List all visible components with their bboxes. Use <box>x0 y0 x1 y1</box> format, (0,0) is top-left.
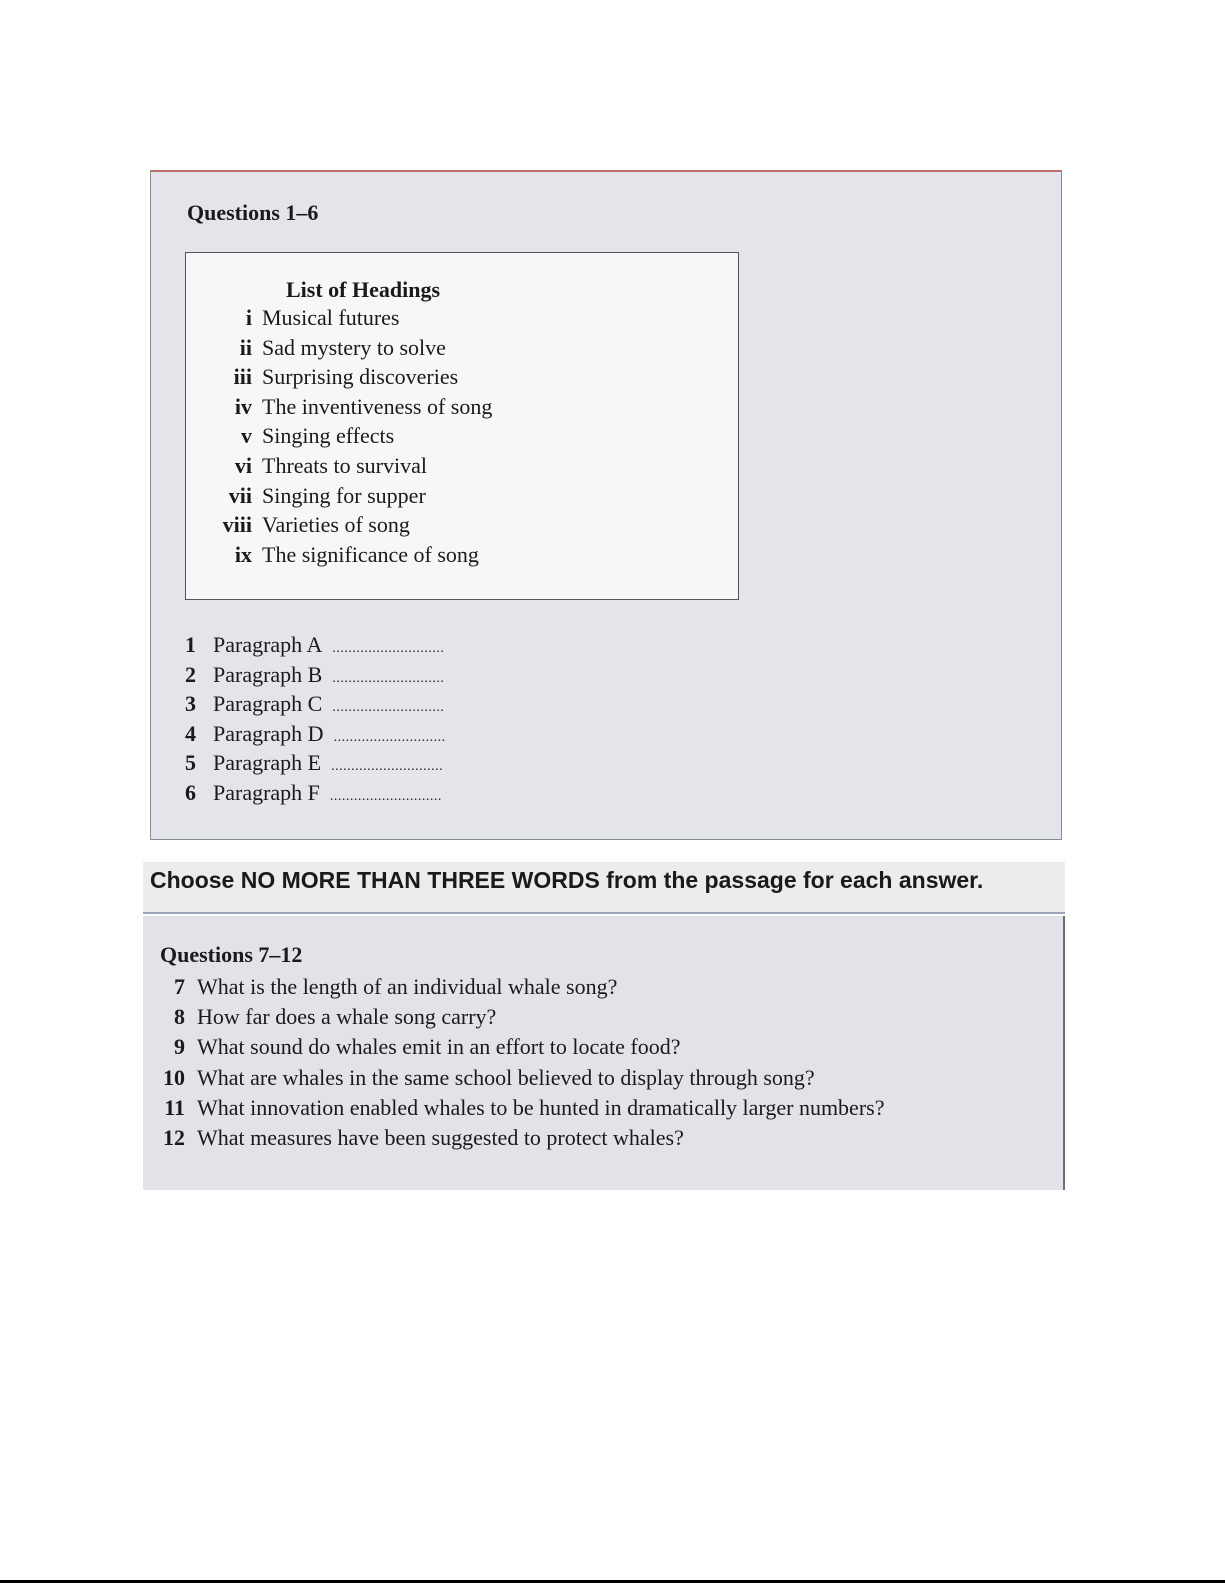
heading-item <box>186 512 492 542</box>
question-number: 11 <box>164 1094 185 1120</box>
heading-text: Singing for supper <box>262 482 426 508</box>
heading-text: Singing effects <box>262 423 395 449</box>
heading-item <box>186 542 492 572</box>
question-text: What innovation enabled whales to be hunted in dramatically larger numbers? <box>197 1094 885 1120</box>
heading-item <box>186 305 492 335</box>
question-text: What sound do whales emit in an effort to locate food? <box>197 1034 681 1060</box>
questions-7-12-panel <box>143 916 1065 1190</box>
heading-item <box>186 364 492 394</box>
question-text: What are whales in the same school believed to display through song? <box>197 1064 815 1090</box>
question-row <box>143 1034 884 1064</box>
questions-7-12-title: Questions 7–12 <box>160 942 303 967</box>
question-number: 10 <box>163 1064 185 1090</box>
question-row <box>143 974 884 1004</box>
paragraph-answer-row <box>185 721 446 751</box>
heading-text: Musical futures <box>262 305 400 330</box>
heading-numeral: vii <box>228 482 252 508</box>
page-bottom-rule <box>0 1580 1225 1583</box>
paragraph-label: Paragraph F <box>213 779 320 805</box>
paragraph-label: Paragraph D <box>213 720 324 746</box>
question-number: 8 <box>174 1004 185 1030</box>
question-row <box>143 1004 884 1034</box>
paragraph-answer-row <box>185 750 446 780</box>
answer-blank[interactable]: ............................ <box>329 788 442 804</box>
list-of-headings-box <box>185 252 739 600</box>
questions-1-6-title: Questions 1–6 <box>187 200 319 225</box>
instruction-banner <box>143 862 1065 914</box>
question-text: What measures have been suggested to protect whales? <box>197 1124 684 1150</box>
heading-numeral: iii <box>233 364 252 390</box>
question-number: 4 <box>185 720 196 746</box>
question-number: 6 <box>185 779 196 805</box>
paragraph-label: Paragraph C <box>213 691 323 716</box>
heading-numeral: ii <box>239 334 252 360</box>
question-row <box>143 1095 884 1125</box>
paragraph-answer-row <box>185 662 446 692</box>
heading-numeral: iv <box>234 393 252 419</box>
paragraph-label: Paragraph A <box>213 632 323 657</box>
heading-numeral: v <box>241 423 252 449</box>
questions-1-6-panel <box>150 170 1062 840</box>
paragraph-answer-row <box>185 780 446 810</box>
heading-item <box>186 394 492 424</box>
paragraph-label: Paragraph E <box>213 750 322 775</box>
question-list <box>143 974 884 1155</box>
heading-item <box>186 483 492 513</box>
answer-blank[interactable]: ............................ <box>332 670 445 686</box>
answer-blank[interactable]: ............................ <box>332 641 445 656</box>
answer-blank[interactable]: ............................ <box>333 729 446 745</box>
heading-item <box>186 423 492 453</box>
question-number: 12 <box>163 1124 185 1150</box>
list-of-headings-title: List of Headings <box>286 277 441 302</box>
heading-text: Varieties of song <box>262 512 410 538</box>
question-row <box>143 1065 884 1095</box>
instruction-text: Choose NO MORE THAN THREE WORDS from the passage for each answer. <box>150 867 984 893</box>
question-number: 2 <box>185 661 196 687</box>
paragraph-label: Paragraph B <box>213 661 323 687</box>
question-row <box>143 1125 884 1155</box>
answer-blank[interactable]: ............................ <box>332 700 445 715</box>
question-number: 7 <box>174 974 185 999</box>
question-number: 3 <box>185 691 196 716</box>
heading-numeral: vi <box>234 452 252 478</box>
heading-text: The significance of song <box>262 541 479 567</box>
paragraph-answer-row <box>185 632 446 662</box>
question-number: 5 <box>185 750 196 775</box>
heading-numeral: i <box>245 305 252 330</box>
heading-numeral: viii <box>222 512 252 538</box>
question-text: What is the length of an individual whale song? <box>197 974 618 999</box>
question-number: 9 <box>174 1034 185 1060</box>
heading-item <box>186 453 492 483</box>
heading-text: Surprising discoveries <box>262 364 459 390</box>
answer-blank[interactable]: ............................ <box>331 759 444 774</box>
heading-text: Threats to survival <box>262 452 427 478</box>
paragraph-answer-row <box>185 691 446 721</box>
heading-text: Sad mystery to solve <box>262 334 446 360</box>
question-number: 1 <box>185 632 196 657</box>
question-text: How far does a whale song carry? <box>197 1004 497 1030</box>
paragraph-answer-list <box>185 632 446 809</box>
heading-item <box>186 335 492 365</box>
heading-text: The inventiveness of song <box>262 393 493 419</box>
headings-list <box>186 305 492 571</box>
heading-numeral: ix <box>234 541 252 567</box>
